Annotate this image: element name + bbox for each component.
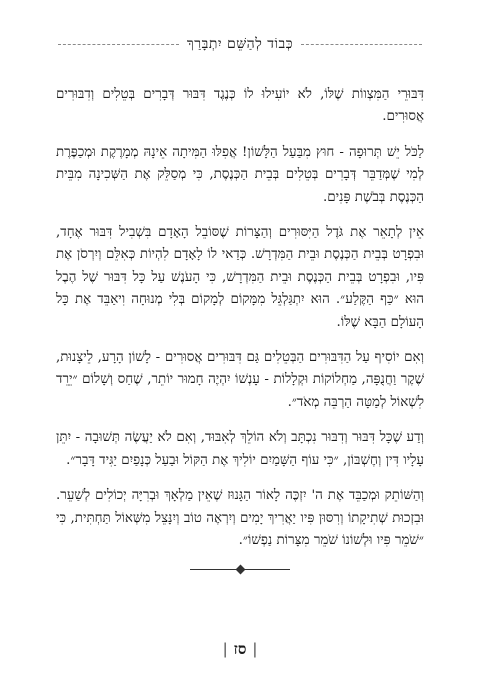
section-divider-ornament [190,566,290,574]
page-body [56,84,424,565]
page-number: |סז| [222,640,258,658]
page-number-value: סז [233,640,247,658]
paragraph: וְדַע שֶׁכָּל דִּבּוּר וְדִבּוּר נִכְתָּב וְלֹא הוֹלֵךְ לְאִבּוּד, וְאִם לֹא יַעֲשֶׂה תְּשׁוּבָה - יִתֵּן עָלָיו דִּין וְחֶשְׁבּוֹן, ״כִּי עוֹף הַשָּׁמַיִם יוֹלִיךְ אֶת הַקּוֹל וּבַעַל כְּנָפַיִם יַגִּיד דָּבָר״. [56,430,424,468]
header-title: כְּבוֹד לְהַשֵּׁם יִתְבָּרַךְ [186,36,294,52]
header-rule-left [58,44,179,45]
diamond-ornament-icon [235,565,245,575]
paragraph: דִּבּוּרֵי הַמִּצְווֹת שֶׁלּוֹ, לֹא יוֹעִילוּ לוֹ כְּנֶגֶד דִּבּוּר דְּבָרִים בְּטֵלִים וְדִבּוּרִים אֲסוּרִים. [56,87,424,125]
paragraph: לַכֹּל יֵשׁ תְּרוּפָה - חוּץ מִבַּעַל הַלָּשׁוֹן! אֲפִלּוּ הַמִּיתָה אֵינָהּ מְמָרֶקֶת וּמְכַפֶּרֶת לְמִי שֶׁמְּדַבֵּר דְּבָרִים בְּטֵלִים בְּבֵית הַכְּנֶסֶת, כִּי מְסַלֵּק אֶת הַשְּׁכִינָה מִבֵּית הַכְּנֶסֶת בְּבֹשֶׁת פָּנִים. [56,144,424,205]
paragraph: אֵין לְתָאֵר אֶת גֹּדֶל הַיִּסּוּרִים וְהַצָּרוֹת שֶׁסּוֹבֵל הָאָדָם בִּשְׁבִיל דִּבּוּר אֶחָד, וּבִפְרָט בְּבֵית הַכְּנֶסֶת וּבֵית הַמִּדְרָשׁ. כְּדַאי לוֹ לָאָדָם לִהְיוֹת כְּאִלֵּם וְיִרְסֹן אֶת פִּיו, וּבִפְרָט בְּבֵית הַכְּנֶסֶת וּבֵית הַמִּדְרָשׁ, כִּי הָעֹנֶשׁ עַל כָּל דִּבּוּר שֶׁל הֶבֶל הוּא ״כַּף הַקֶּלַע״. הוּא יִתְגַּלְגֵּל מִמָּקוֹם לְמָקוֹם בְּלִי מְנוּחָה וִיאַבֵּד אֶת כָּל הָעוֹלָם הַבָּא שֶׁלּוֹ. [56,225,424,330]
running-header [58,36,422,53]
paragraph: וְהַשּׁוֹתֵק וּמְכַבֵּד אֶת ה' יִזְכֶּה לָאוֹר הַגָּנוּז שֶׁאֵין מַלְאָךְ וּבְרִיָּה יְכוֹלִים לְשַׁעֵר. וּבִזְכוּת שְׁתִיקָתוֹ וְרִסּוּן פִּיו יַאֲרִיךְ יָמִים וְיִרְאֶה טוֹב וְיִנָּצֵל מִשְּׁאוֹל תַּחְתִּית, כִּי ״שֹׁמֵר פִּיו וּלְשׁוֹנוֹ שֹׁמֵר מִצָּרוֹת נַפְשׁוֹ״. [56,488,424,548]
header-rule-right [301,44,422,45]
paragraph: וְאִם יוֹסִיף עַל הַדִּבּוּרִים הַבְּטֵלִים גַּם דִּבּוּרִים אֲסוּרִים - לָשׁוֹן הָרָע, לֵיצָנוּת, שֶׁקֶר וַחֲנֻפָּה, מַחְלוֹקוֹת וּקְלָלוֹת - עָנְשׁוֹ יִהְיֶה חָמוּר יוֹתֵר, שֶׁחַס וְשָׁלוֹם ״יֵרֵד לִשְׁאוֹל לְמַטָּה הַרְבֵּה מְאֹד״. [56,350,424,410]
